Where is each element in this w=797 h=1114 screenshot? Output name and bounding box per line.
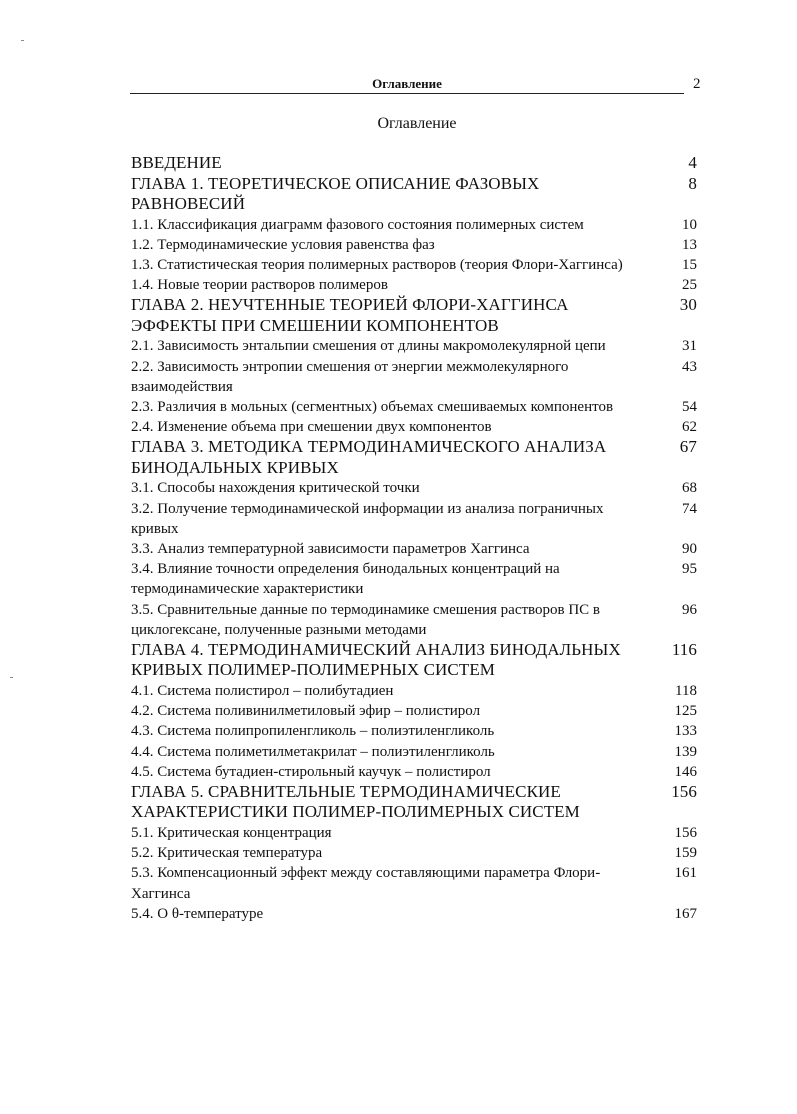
toc-chapter-entry (131, 437, 697, 478)
toc-entry-page: 10 (682, 216, 697, 233)
toc-section-entry (131, 397, 697, 417)
toc-entry-page: 118 (675, 682, 697, 699)
toc-entry-page: 159 (674, 845, 697, 862)
toc-section-entry (131, 701, 697, 721)
toc-entry-title: 4.1. Система полистирол – полибутадиен (131, 682, 394, 699)
toc-entry-page: 8 (688, 173, 697, 193)
toc-entry-title: 4.2. Система поливинилметиловый эфир – полистирол (131, 703, 481, 720)
toc-entry-page: 167 (674, 905, 697, 922)
toc-entry-page: 54 (682, 398, 697, 415)
toc-entry-title: ГЛАВА 4. ТЕРМОДИНАМИЧЕСКИЙ АНАЛИЗ БИНОДАЛЬНЫХ КРИВЫХ ПОЛИМЕР-ПОЛИМЕРНЫХ СИСТЕМ (131, 639, 621, 680)
scan-speck (10, 677, 13, 678)
toc-entry-page: 74 (682, 500, 697, 517)
toc-section-entry (131, 600, 697, 640)
toc-entry-title: 5.3. Компенсационный эффект между составляющими параметра Флори-Хаггинса (131, 865, 601, 902)
toc-section-entry (131, 904, 697, 924)
toc-section-entry (131, 417, 697, 437)
toc-entry-title: 4.4. Система полиметилметакрилат – полиэтиленгликоль (131, 743, 495, 760)
toc-section-entry (131, 681, 697, 701)
toc-title: Оглавление (377, 115, 457, 132)
toc-section-entry (131, 235, 697, 255)
toc-entry-title: 4.5. Система бутадиен-стирольный каучук – полистирол (131, 763, 491, 780)
toc-entry-title: 4.3. Система полипропиленгликоль – полиэтиленгликоль (131, 723, 495, 740)
toc-entry-page: 68 (682, 480, 697, 497)
toc-chapter-entry (131, 153, 697, 174)
toc-section-entry (131, 275, 697, 295)
toc-section-entry (131, 823, 697, 843)
table-of-contents (131, 153, 697, 924)
toc-chapter-entry (131, 295, 697, 336)
toc-entry-page: 15 (682, 256, 697, 273)
toc-section-entry (131, 499, 697, 539)
toc-section-entry (131, 478, 697, 498)
toc-entry-page: 116 (671, 639, 697, 659)
toc-entry-page: 25 (682, 277, 697, 294)
toc-chapter-entry (131, 782, 697, 823)
toc-section-entry (131, 539, 697, 559)
toc-section-entry (131, 843, 697, 863)
toc-entry-title: ГЛАВА 2. НЕУЧТЕННЫЕ ТЕОРИЕЙ ФЛОРИ-ХАГГИНСА ЭФФЕКТЫ ПРИ СМЕШЕНИИ КОМПОНЕНТОВ (131, 295, 569, 335)
toc-entry-page: 30 (679, 295, 697, 315)
toc-section-entry (131, 742, 697, 762)
running-title: Оглавление (372, 76, 442, 91)
toc-entry-title: 3.4. Влияние точности определения бинодальных концентраций на термодинамические характеристики (131, 561, 560, 598)
toc-entry-page: 31 (682, 338, 697, 355)
toc-entry-title: ГЛАВА 3. МЕТОДИКА ТЕРМОДИНАМИЧЕСКОГО АНАЛИЗА БИНОДАЛЬНЫХ КРИВЫХ (131, 437, 607, 477)
toc-section-entry (131, 357, 697, 397)
toc-entry-page: 43 (682, 358, 697, 375)
toc-entry-page: 133 (674, 723, 697, 740)
toc-entry-title: 3.5. Сравнительные данные по термодинамике смешения растворов ПС в циклогексане, полученные разными методами (131, 601, 601, 638)
toc-entry-page: 90 (682, 540, 697, 557)
toc-section-entry (131, 762, 697, 782)
toc-entry-title: 1.4. Новые теории растворов полимеров (131, 277, 388, 294)
toc-entry-title: 5.1. Критическая концентрация (131, 824, 332, 841)
toc-entry-page: 139 (674, 743, 697, 760)
toc-entry-page: 156 (674, 824, 697, 841)
toc-entry-title: 1.2. Термодинамические условия равенства фаз (131, 236, 435, 253)
toc-entry-page: 95 (682, 561, 697, 578)
toc-section-entry (131, 255, 697, 275)
toc-entry-page: 161 (674, 865, 697, 882)
page-number: 2 (693, 76, 701, 92)
toc-entry-page: 4 (688, 153, 697, 172)
toc-entry-title: 5.4. О θ-температуре (131, 905, 264, 922)
toc-entry-title: 3.2. Получение термодинамической информации из анализа пограничных кривых (131, 500, 604, 537)
toc-entry-page: 156 (671, 781, 697, 801)
toc-entry-page: 62 (682, 419, 697, 436)
toc-entry-title: 2.2. Зависимость энтропии смешения от энергии межмолекулярного взаимодействия (131, 358, 569, 395)
toc-entry-title: 2.4. Изменение объема при смешении двух компонентов (131, 419, 492, 436)
toc-section-entry (131, 863, 697, 903)
toc-entry-page: 67 (679, 437, 697, 457)
toc-entry-title: 1.1. Классификация диаграмм фазового состояния полимерных систем (131, 216, 584, 233)
toc-section-entry (131, 336, 697, 356)
toc-entry-page: 13 (682, 236, 697, 253)
toc-section-entry (131, 559, 697, 599)
toc-entry-title: 2.1. Зависимость энтальпии смешения от длины макромолекулярной цепи (131, 338, 606, 355)
toc-chapter-entry (131, 640, 697, 681)
toc-section-entry (131, 721, 697, 741)
toc-entry-title: 3.3. Анализ температурной зависимости параметров Хаггинса (131, 540, 530, 557)
toc-section-entry (131, 215, 697, 235)
toc-entry-title: 5.2. Критическая температура (131, 845, 323, 862)
toc-chapter-entry (131, 174, 697, 215)
toc-entry-title: 2.3. Различия в мольных (сегментных) объемах смешиваемых компонентов (131, 398, 614, 415)
toc-entry-page: 146 (674, 763, 697, 780)
running-header (130, 73, 684, 94)
toc-entry-title: ВВЕДЕНИЕ (131, 153, 222, 172)
toc-entry-title: 1.3. Статистическая теория полимерных растворов (теория Флори-Хаггинса) (131, 256, 623, 273)
scan-speck (21, 40, 24, 41)
toc-entry-title: 3.1. Способы нахождения критической точки (131, 480, 420, 497)
toc-entry-page: 96 (682, 601, 697, 618)
toc-entry-title: ГЛАВА 1. ТЕОРЕТИЧЕСКОЕ ОПИСАНИЕ ФАЗОВЫХ РАВНОВЕСИЙ (131, 173, 540, 213)
toc-entry-page: 125 (674, 703, 697, 720)
toc-entry-title: ГЛАВА 5. СРАВНИТЕЛЬНЫЕ ТЕРМОДИНАМИЧЕСКИЕ ХАРАКТЕРИСТИКИ ПОЛИМЕР-ПОЛИМЕРНЫХ СИСТЕМ (131, 781, 580, 822)
